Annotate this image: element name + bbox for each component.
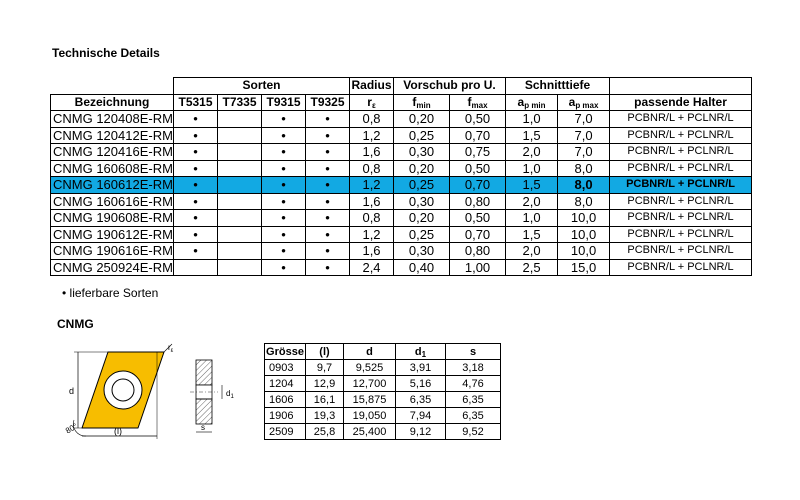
cell-ap-max: 7,0 (558, 111, 610, 128)
header-ap-min: $a_{p min}$ (506, 94, 558, 111)
cell-grade: • (306, 193, 350, 210)
header-grade: T7335 (218, 94, 262, 111)
empty-corner (51, 78, 174, 95)
table-row (51, 243, 752, 260)
cell-ap-min: 2,5 (506, 259, 558, 276)
header-f-min: $f_{min}$ (394, 94, 450, 111)
dims-header-groesse: Grösse (266, 345, 304, 358)
label-r-epsilon: $r_\varepsilon$ (168, 343, 174, 354)
cell-ap-min: 1,5 (506, 127, 558, 144)
cell-d1: 7,94 (396, 408, 446, 424)
side-view-section-bottom (196, 399, 212, 424)
dims-header-d: d (344, 344, 396, 360)
cell-grade: • (174, 210, 218, 227)
label-d1: $d_1$ (226, 389, 234, 400)
cell-grade: • (174, 160, 218, 177)
cell-d: 19,050 (344, 408, 396, 424)
cell-halter: PCBNR/L + PCLNR/L (610, 243, 752, 260)
cell-radius: 0,8 (350, 111, 394, 128)
cell-grade: • (306, 127, 350, 144)
cell-bezeichnung: CNMG 120416E-RM (51, 144, 174, 161)
cell-radius: 1,6 (350, 193, 394, 210)
cell-halter: PCBNR/L + PCLNR/L (610, 210, 752, 227)
table-row (51, 111, 752, 128)
cell-grade (218, 243, 262, 260)
header-schnitttiefe: Schnitttiefe (506, 78, 610, 95)
cell-radius: 0,8 (350, 210, 394, 227)
cell-grade: • (262, 259, 306, 276)
cell-grade: • (306, 243, 350, 260)
table-row (51, 177, 752, 194)
cell-d: 25,400 (344, 424, 396, 440)
cell-radius: 1,6 (350, 243, 394, 260)
cell-ap-min: 2,0 (506, 193, 558, 210)
cell-grade (218, 160, 262, 177)
cell-grade: • (262, 127, 306, 144)
header-vorschub: Vorschub pro U. (394, 78, 506, 95)
cell-radius: 1,2 (350, 177, 394, 194)
cell-bezeichnung: CNMG 160608E-RM (51, 160, 174, 177)
cell-grade (218, 111, 262, 128)
cell-s: 3,18 (446, 360, 501, 376)
cell-grade: • (306, 144, 350, 161)
cell-d1: 5,16 (396, 376, 446, 392)
cell-bezeichnung: CNMG 120408E-RM (51, 111, 174, 128)
cell-d: 15,875 (344, 392, 396, 408)
cell-grade (218, 226, 262, 243)
cell-f-min: 0,25 (394, 226, 450, 243)
header-grade: T5315 (174, 94, 218, 111)
cell-ap-min: 1,0 (506, 111, 558, 128)
cell-grade: • (306, 259, 350, 276)
cell-f-min: 0,30 (394, 193, 450, 210)
cell-bezeichnung: CNMG 160612E-RM (51, 177, 174, 194)
cell-f-max: 0,80 (450, 193, 506, 210)
legend-text: • lieferbare Sorten (62, 286, 159, 300)
cell-f-max: 0,80 (450, 243, 506, 260)
cell-ap-max: 10,0 (558, 210, 610, 227)
label-l: (l) (114, 426, 122, 436)
cell-ap-min: 1,5 (506, 226, 558, 243)
cell-halter: PCBNR/L + PCLNR/L (610, 259, 752, 276)
cell-radius: 1,2 (350, 127, 394, 144)
table-row (51, 259, 752, 276)
dims-header-l: (l) (306, 344, 344, 360)
cell-grade: • (174, 226, 218, 243)
cell-grade: • (174, 177, 218, 194)
header-ap-max: $a_{p max}$ (558, 94, 610, 111)
header-f-max: $f_{max}$ (450, 94, 506, 111)
cell-ap-min: 2,0 (506, 243, 558, 260)
cell-ap-min: 1,0 (506, 210, 558, 227)
cell-grade (218, 144, 262, 161)
cell-grade: • (306, 111, 350, 128)
cell-grade (218, 177, 262, 194)
section-title: Technische Details (52, 46, 160, 60)
cell-grade: • (174, 243, 218, 260)
cell-f-max: 0,50 (450, 111, 506, 128)
cell-halter: PCBNR/L + PCLNR/L (610, 144, 752, 161)
cell-grade: • (262, 111, 306, 128)
cell-groesse: 2509 (265, 424, 306, 440)
table-row (51, 127, 752, 144)
cell-groesse: 0903 (265, 360, 306, 376)
cell-ap-min: 2,0 (506, 144, 558, 161)
dims-row (265, 424, 501, 440)
cell-d: 9,525 (344, 360, 396, 376)
cell-f-max: 1,00 (450, 259, 506, 276)
cell-groesse: 1906 (265, 408, 306, 424)
cell-ap-max: 10,0 (558, 226, 610, 243)
cell-ap-max: 8,0 (558, 193, 610, 210)
cell-grade: • (262, 226, 306, 243)
cell-grade (218, 193, 262, 210)
cell-grade: • (306, 210, 350, 227)
cell-grade: • (262, 177, 306, 194)
cell-d: 12,700 (344, 376, 396, 392)
table-row (51, 210, 752, 227)
cell-s: 6,35 (446, 392, 501, 408)
dims-header-d1: $d_1$ (396, 344, 446, 360)
cell-f-max: 0,70 (450, 177, 506, 194)
cell-grade: • (262, 193, 306, 210)
cell-d1: 3,91 (396, 360, 446, 376)
cell-halter: PCBNR/L + PCLNR/L (610, 111, 752, 128)
header-r-epsilon: $r_\varepsilon$ (350, 94, 394, 111)
header-bezeichnung: Bezeichnung (51, 94, 174, 111)
cell-grade (218, 259, 262, 276)
cell-d1: 6,35 (396, 392, 446, 408)
insert-title: CNMG (57, 317, 94, 331)
label-angle: 80° (64, 421, 80, 436)
cell-grade: • (174, 111, 218, 128)
table-row (51, 226, 752, 243)
technical-details-table (50, 77, 752, 276)
table-row (51, 160, 752, 177)
header-sorten: Sorten (174, 78, 350, 95)
header-radius: Radius (351, 78, 392, 93)
cell-ap-max: 15,0 (558, 259, 610, 276)
cell-ap-max: 8,0 (558, 160, 610, 177)
header-empty (610, 78, 752, 95)
cell-f-max: 0,50 (450, 210, 506, 227)
cell-f-min: 0,20 (394, 111, 450, 128)
cell-ap-min: 1,5 (506, 177, 558, 194)
cell-grade: • (262, 243, 306, 260)
cell-halter: PCBNR/L + PCLNR/L (610, 160, 752, 177)
cell-bezeichnung: CNMG 190616E-RM (51, 243, 174, 260)
cell-ap-min: 1,0 (506, 160, 558, 177)
cell-grade: • (262, 210, 306, 227)
table-row (51, 193, 752, 210)
insert-top-view-drawing (60, 340, 180, 440)
cell-grade: • (306, 226, 350, 243)
cell-grade: • (262, 144, 306, 161)
dims-row (265, 376, 501, 392)
cell-grade: • (174, 127, 218, 144)
cell-radius: 2,4 (350, 259, 394, 276)
cell-ap-max: 8,0 (558, 177, 610, 194)
cell-f-min: 0,20 (394, 210, 450, 227)
cell-bezeichnung: CNMG 120412E-RM (51, 127, 174, 144)
cell-radius: 1,6 (350, 144, 394, 161)
cell-f-min: 0,40 (394, 259, 450, 276)
dims-row (265, 408, 501, 424)
cell-groesse: 1606 (265, 392, 306, 408)
cell-l: 19,3 (306, 408, 344, 424)
cell-f-max: 0,75 (450, 144, 506, 161)
cell-radius: 0,8 (350, 160, 394, 177)
cell-bezeichnung: CNMG 190612E-RM (51, 226, 174, 243)
cell-grade (174, 259, 218, 276)
cell-bezeichnung: CNMG 250924E-RM (51, 259, 174, 276)
cell-halter: PCBNR/L + PCLNR/L (610, 127, 752, 144)
cell-ap-max: 7,0 (558, 144, 610, 161)
dims-row (265, 360, 501, 376)
label-d: d (69, 386, 75, 396)
cell-halter: PCBNR/L + PCLNR/L (610, 177, 752, 194)
cell-bezeichnung: CNMG 160616E-RM (51, 193, 174, 210)
cell-s: 9,52 (446, 424, 501, 440)
cell-grade (218, 210, 262, 227)
cell-halter: PCBNR/L + PCLNR/L (610, 193, 752, 210)
cell-f-min: 0,30 (394, 144, 450, 161)
cell-ap-max: 10,0 (558, 243, 610, 260)
insert-side-view-drawing (186, 352, 250, 438)
dimensions-table (264, 343, 501, 440)
cell-f-min: 0,20 (394, 160, 450, 177)
header-halter: passende Halter (610, 94, 752, 111)
table-row (51, 144, 752, 161)
cell-l: 25,8 (306, 424, 344, 440)
dims-header-row (265, 344, 501, 360)
cell-f-max: 0,50 (450, 160, 506, 177)
cell-f-max: 0,70 (450, 226, 506, 243)
cell-groesse: 1204 (265, 376, 306, 392)
cell-f-min: 0,30 (394, 243, 450, 260)
column-header-row (51, 94, 752, 111)
cell-l: 9,7 (306, 360, 344, 376)
cell-l: 16,1 (306, 392, 344, 408)
header-grade: T9325 (306, 94, 350, 111)
cell-s: 6,35 (446, 408, 501, 424)
cell-radius: 1,2 (350, 226, 394, 243)
cell-halter: PCBNR/L + PCLNR/L (610, 226, 752, 243)
insert-hole-inner (112, 379, 134, 401)
cell-grade (218, 127, 262, 144)
dims-row (265, 392, 501, 408)
cell-l: 12,9 (306, 376, 344, 392)
cell-f-max: 0,70 (450, 127, 506, 144)
cell-grade: • (306, 160, 350, 177)
header-grade: T9315 (262, 94, 306, 111)
cell-grade: • (306, 177, 350, 194)
cell-f-min: 0,25 (394, 177, 450, 194)
label-s: s (201, 423, 205, 432)
cell-d1: 9,12 (396, 424, 446, 440)
cell-s: 4,76 (446, 376, 501, 392)
cell-grade: • (174, 144, 218, 161)
cell-ap-max: 7,0 (558, 127, 610, 144)
side-view-section-top (196, 360, 212, 385)
cell-bezeichnung: CNMG 190608E-RM (51, 210, 174, 227)
cell-grade: • (262, 160, 306, 177)
cell-grade: • (174, 193, 218, 210)
dims-header-s: s (446, 344, 501, 360)
cell-f-min: 0,25 (394, 127, 450, 144)
group-header-row (51, 78, 752, 95)
